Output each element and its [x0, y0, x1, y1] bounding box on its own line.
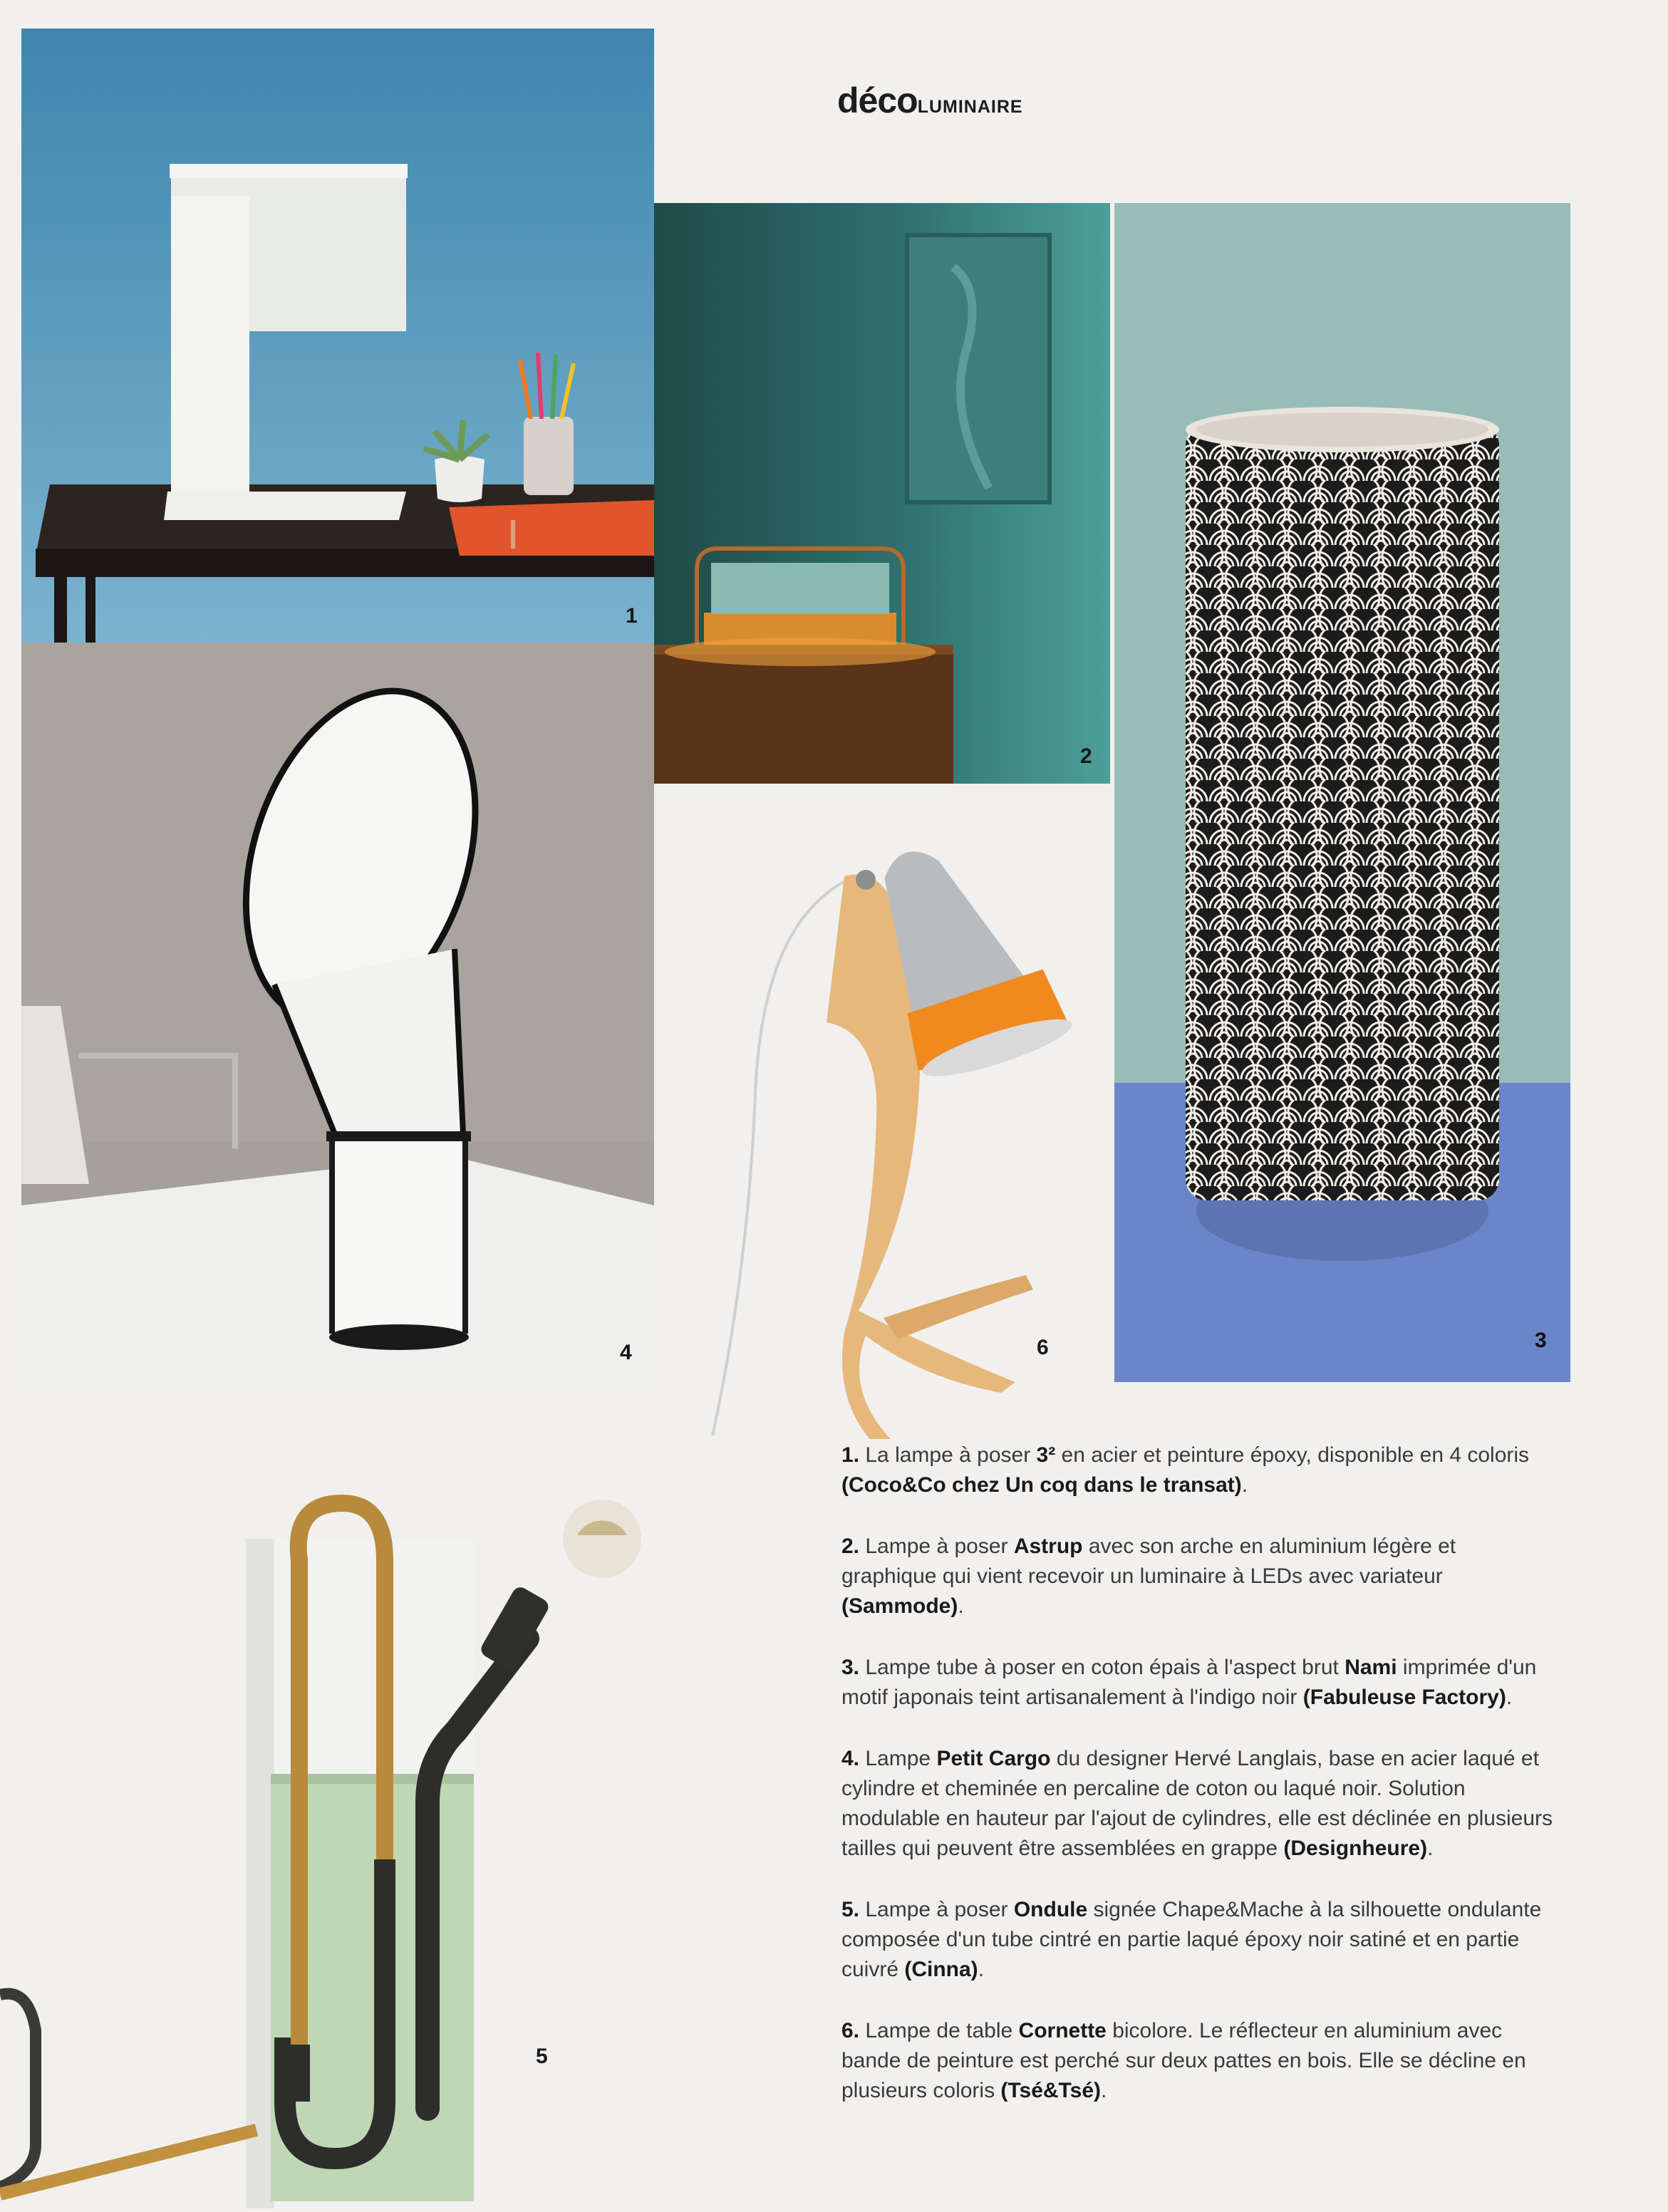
caption-5: 5. Lampe à poser Ondule signée Chape&Mache à la silhouette ondulante composée d'un tube cintré en partie laqué époxy noir satiné et en partie cuivré (Cinna). [841, 1898, 1542, 1981]
section-header [837, 80, 1023, 121]
caption-1: 1. La lampe à poser 3² en acier et peinture époxy, disponible en 4 coloris (Coco&Co chez Un coq dans le transat). [841, 1443, 1530, 1497]
photo-number: 3 [1535, 1329, 1547, 1352]
caption-3: 3. Lampe tube à poser en coton épais à l'aspect brut Nami imprimée d'un motif japonais teint artisanalement à l'indigo noir (Fabuleuse Factory). [841, 1656, 1537, 1709]
section-subtitle: LUMINAIRE [917, 97, 1023, 117]
photo-number: 4 [620, 1341, 632, 1364]
photo-1-lamp-3-squared [21, 28, 654, 643]
photo-number: 1 [626, 604, 638, 628]
captions-block [841, 1440, 1554, 2137]
photo-number: 6 [1037, 1336, 1049, 1359]
photo-number: 2 [1080, 744, 1092, 768]
photo-2-lamp-astrup [654, 203, 1110, 784]
section-title: déco [837, 81, 918, 120]
caption-6: 6. Lampe de table Cornette bicolore. Le réflecteur en aluminium avec bande de peinture est perché sur deux pattes en bois. Elle se décline en plusieurs coloris (Tsé&Tsé). [841, 2019, 1526, 2102]
photo-number: 5 [536, 2045, 548, 2068]
caption-2: 2. Lampe à poser Astrup avec son arche en aluminium légère et graphique qui vient recevoir un luminaire à LEDs avec variateur (Sammode). [841, 1535, 1456, 1618]
photo-3-lamp-nami [1114, 203, 1570, 1382]
caption-4: 4. Lampe Petit Cargo du designer Hervé Langlais, base en acier laqué et cylindre et cheminée en percaline de coton ou laqué noir. Solution modulable en hauteur par l'ajout de cylindres, elle est déclinée en plusieurs tailles qui peuvent être assemblées en grappe (Designheure). [841, 1747, 1553, 1860]
photo-4-lamp-petit-cargo [21, 643, 654, 1383]
photo-6-lamp-cornette [705, 812, 1104, 1439]
photo-5-lamp-ondule [0, 1453, 713, 2212]
